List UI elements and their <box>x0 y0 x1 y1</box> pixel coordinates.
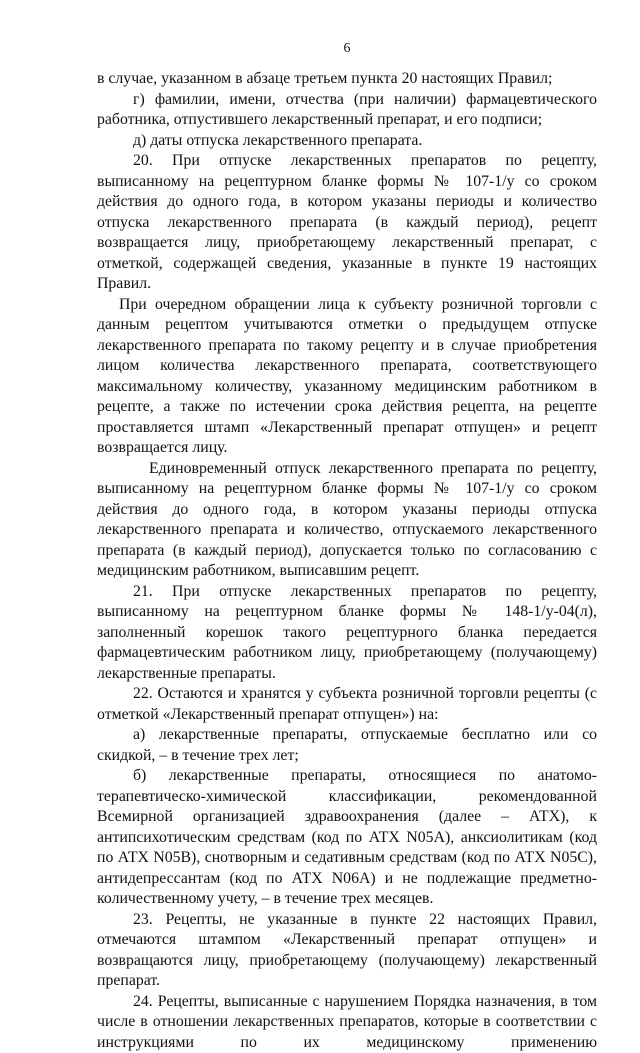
paragraph-clause-24: 24. Рецепты, выписанные с нарушением Порядка назначения, в том числе в отношении лекарственных препаратов, которые в соответствии с инструкциями по их медицинскому применению <box>97 992 597 1053</box>
paragraph-clause-20: 20. При отпуске лекарственных препаратов по рецепту, выписанному на рецептурном бланке формы № 107-1/у со сроком действия до одного года, в котором указаны периоды и количество отпуска лекарственного препарата (в каждый период), рецепт возвращается лицу, приобретающему лекарственный препарат, с отметкой, содержащей сведения, указанные в пункте 19 настоящих Правил. <box>97 151 597 295</box>
paragraph-item-b: б) лекарственные препараты, относящиеся по анатомо-терапевтическо-химической классификации, рекомендованной Всемирной организацией здравоохранения (далее – АТХ), к антипсихотическим средствам (код по АТХ N05A), анксиолитикам (код по АТХ N05B), снотворным и седативным средствам (код по АТХ N05C), антидепрессантам (код по АТХ N06A) и не подлежащие предметно-количественному учету, – в течение трех месяцев. <box>97 766 597 910</box>
paragraph-intro-continuation: в случае, указанном в абзаце третьем пункта 20 настоящих Правил; <box>97 69 597 90</box>
paragraph-item-d: д) даты отпуска лекарственного препарата. <box>97 131 597 152</box>
paragraph-repeat-visit: При очередном обращении лица к субъекту розничной торговли с данным рецептом учитываются отметки о предыдущем отпуске лекарственного препарата по такому рецепту и в случае приобретения лицом количества лекарственного препарата, соответствующего максимальному количеству, указанному медицинским работником в рецепте, а также по истечении срока действия рецепта, на рецепте проставляется штамп «Лекарственный препарат отпущен» и рецепт возвращается лицу. <box>97 295 597 459</box>
paragraph-clause-21: 21. При отпуске лекарственных препаратов по рецепту, выписанному на рецептурном бланке формы № 148-1/у-04(л), заполненный корешок такого рецептурного бланка передается фармацевтическим работником лицу, приобретающему (получающему) лекарственные препараты. <box>97 582 597 685</box>
paragraph-clause-22: 22. Остаются и хранятся у субъекта розничной торговли рецепты (с отметкой «Лекарственный препарат отпущен») на: <box>97 684 597 725</box>
paragraph-clause-23: 23. Рецепты, не указанные в пункте 22 настоящих Правил, отмечаются штампом «Лекарственный препарат отпущен» и возвращаются лицу, приобретающему (получающему) лекарственный препарат. <box>97 910 597 992</box>
paragraph-item-g: г) фамилии, имени, отчества (при наличии) фармацевтического работника, отпустившего лекарственный препарат, и его подписи; <box>97 90 597 131</box>
paragraph-item-a: а) лекарственные препараты, отпускаемые бесплатно или со скидкой, – в течение трех лет; <box>97 725 597 766</box>
page-number: 6 <box>97 40 597 58</box>
paragraph-single-dispense: Единовременный отпуск лекарственного препарата по рецепту, выписанному на рецептурном бланке формы № 107-1/у со сроком действия до одного года, в котором указаны периоды отпуска лекарственного препарата и количество, отпускаемого лекарственного препарата (в каждый период), допускается только по согласованию с медицинским работником, выписавшим рецепт. <box>97 459 597 582</box>
